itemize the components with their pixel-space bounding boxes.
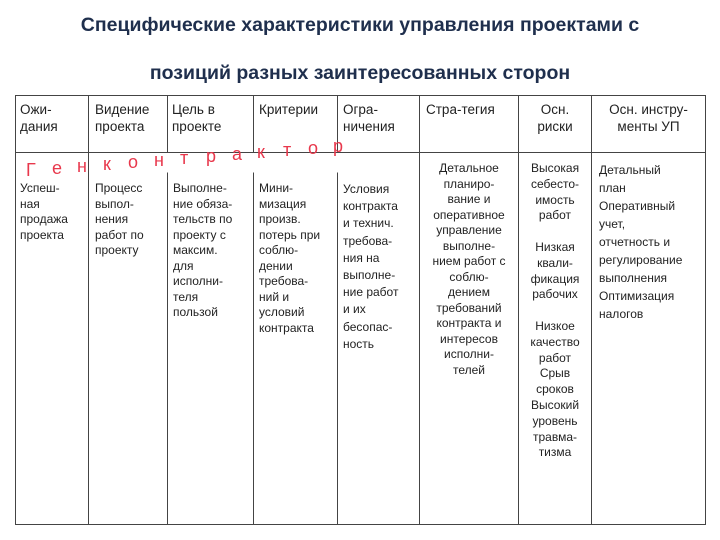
label-letter: р bbox=[333, 136, 344, 156]
label-letter: о bbox=[128, 152, 139, 172]
header-tools: Осн. инстру- менты УП bbox=[609, 102, 688, 134]
header-goal: Цель в проекте bbox=[172, 102, 222, 134]
cell-risks: Высокая себесто- имость работ Низкая квали- фикация рабочих Низкое качество работ Срыв сроков Высокий уровень травма- тизма bbox=[530, 161, 580, 460]
label-letter: о bbox=[308, 138, 319, 158]
header-vision: Видение проекта bbox=[95, 102, 150, 134]
label-letter: н bbox=[77, 156, 87, 176]
label-letter: а bbox=[232, 144, 243, 164]
label-letter: к bbox=[257, 142, 265, 162]
cell-tools: Детальный план Оперативный учет, отчетность и регулирование выполнения Оптимизация налогов bbox=[599, 163, 683, 321]
label-letter: к bbox=[103, 154, 111, 174]
label-letter: е bbox=[52, 158, 63, 178]
header-constraints: Огра- ничения bbox=[343, 102, 395, 134]
slide-title-line-2: позиций разных заинтересованных сторон bbox=[149, 62, 571, 84]
header-criteria: Критерии bbox=[259, 102, 319, 117]
label-letter: Г bbox=[26, 160, 36, 180]
cell-expectations: Успеш- ная продажа проекта bbox=[20, 181, 68, 242]
label-letter: т bbox=[283, 140, 292, 160]
header-risks: Осн. риски bbox=[537, 102, 573, 134]
slide-title-line-1: Специфические характеристики управления проектами с bbox=[80, 14, 640, 36]
header-expectations: Ожи- дания bbox=[20, 102, 58, 134]
cell-constraints: Условия контракта и технич. требова- ния на выполне- ние работ и их бесопас- ность bbox=[343, 182, 399, 351]
label-letter: т bbox=[180, 148, 189, 168]
cell-strategy: Детальное планиро- вание и оперативное управление выполне- нием работ с соблю- дением требований контракта и интересов исполни- телей bbox=[432, 161, 506, 377]
label-letter: р bbox=[206, 146, 217, 166]
cell-goal: Выполне- ние обяза- тельств по проекту с максим. для исполни- теля пользой bbox=[173, 181, 233, 319]
cell-criteria: Мини- мизация произв. потерь при соблю- дении требова- ний и условий контракта bbox=[259, 181, 321, 335]
label-letter: н bbox=[154, 150, 164, 170]
header-strategy: Стра-тегия bbox=[426, 102, 495, 117]
cell-vision: Процесс выпол- нения работ по проекту bbox=[95, 181, 144, 257]
